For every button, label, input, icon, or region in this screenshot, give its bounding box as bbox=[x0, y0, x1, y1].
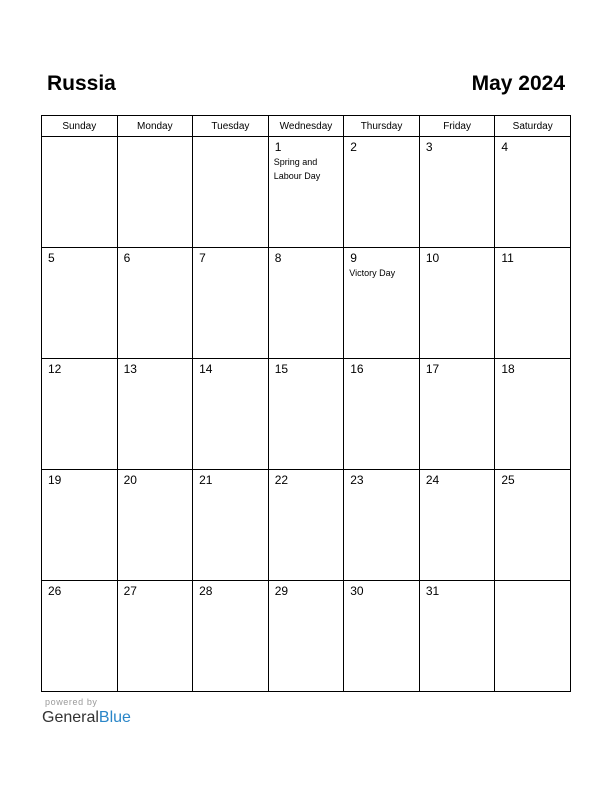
day-number: 23 bbox=[350, 473, 364, 487]
weekday-header: Wednesday bbox=[268, 116, 344, 137]
day-number: 22 bbox=[274, 473, 289, 487]
day-number: 8 bbox=[274, 251, 282, 265]
day-cell bbox=[344, 470, 420, 581]
day-number: 7 bbox=[199, 251, 206, 265]
day-cell bbox=[419, 248, 495, 359]
day-cell bbox=[419, 137, 495, 248]
day-number: 4 bbox=[501, 140, 509, 154]
brand-general-text: General bbox=[42, 709, 99, 726]
day-number: 21 bbox=[199, 473, 213, 487]
footer-branding bbox=[42, 697, 131, 728]
empty-day-cell bbox=[117, 137, 193, 248]
day-cell bbox=[495, 470, 571, 581]
weekday-header: Tuesday bbox=[193, 116, 269, 137]
day-cell bbox=[495, 248, 571, 359]
day-number: 16 bbox=[350, 362, 364, 376]
day-number: 2 bbox=[350, 140, 357, 154]
holiday-label: Victory Day bbox=[349, 268, 396, 278]
day-cell bbox=[117, 470, 193, 581]
day-number: 3 bbox=[425, 140, 433, 154]
weekday-header: Monday bbox=[117, 116, 193, 137]
day-number: 30 bbox=[350, 584, 364, 598]
day-number: 31 bbox=[425, 584, 440, 598]
day-number: 27 bbox=[123, 584, 137, 598]
day-number: 6 bbox=[123, 251, 131, 265]
day-number: 26 bbox=[48, 584, 62, 598]
day-number: 12 bbox=[48, 362, 62, 376]
day-number: 11 bbox=[501, 251, 514, 265]
day-cell bbox=[495, 137, 571, 248]
day-cell bbox=[268, 137, 344, 248]
day-cell bbox=[344, 248, 420, 359]
weekday-header: Thursday bbox=[344, 116, 420, 137]
day-cell bbox=[268, 470, 344, 581]
day-number: 13 bbox=[123, 362, 137, 376]
calendar-grid bbox=[41, 115, 571, 692]
day-number: 14 bbox=[199, 362, 213, 376]
day-cell bbox=[42, 581, 118, 692]
week-row bbox=[42, 137, 571, 248]
week-row bbox=[42, 248, 571, 359]
day-cell bbox=[419, 359, 495, 470]
day-number: 25 bbox=[501, 473, 515, 487]
day-cell bbox=[268, 248, 344, 359]
weekday-header: Sunday bbox=[42, 116, 118, 137]
day-number: 5 bbox=[48, 251, 55, 265]
generalblue-logo bbox=[42, 708, 131, 728]
day-cell bbox=[42, 359, 118, 470]
day-cell bbox=[495, 359, 571, 470]
day-cell bbox=[117, 359, 193, 470]
country-title: Russia bbox=[47, 72, 116, 95]
day-cell bbox=[117, 581, 193, 692]
day-cell bbox=[193, 359, 269, 470]
day-number: 1 bbox=[274, 140, 282, 154]
weekday-header: Saturday bbox=[495, 116, 571, 137]
day-cell bbox=[419, 470, 495, 581]
day-number: 20 bbox=[123, 473, 137, 487]
day-number: 10 bbox=[425, 251, 440, 265]
day-cell bbox=[419, 581, 495, 692]
empty-day-cell bbox=[193, 137, 269, 248]
day-cell bbox=[344, 137, 420, 248]
day-number: 15 bbox=[274, 362, 289, 376]
week-row bbox=[42, 581, 571, 692]
week-row bbox=[42, 359, 571, 470]
day-cell bbox=[344, 359, 420, 470]
empty-day-cell bbox=[42, 137, 118, 248]
day-cell bbox=[193, 470, 269, 581]
day-cell bbox=[268, 581, 344, 692]
holiday-label: Spring and Labour Day bbox=[273, 157, 321, 181]
day-number: 18 bbox=[501, 362, 515, 376]
day-number: 29 bbox=[274, 584, 289, 598]
day-cell bbox=[193, 581, 269, 692]
day-number: 24 bbox=[425, 473, 440, 487]
day-number: 17 bbox=[425, 362, 440, 376]
day-cell bbox=[268, 359, 344, 470]
day-cell bbox=[117, 248, 193, 359]
day-cell bbox=[344, 581, 420, 692]
day-cell bbox=[42, 248, 118, 359]
powered-by-text: powered by bbox=[45, 697, 98, 707]
weekday-header: Friday bbox=[419, 116, 495, 137]
day-number: 9 bbox=[350, 251, 357, 265]
brand-blue-text: Blue bbox=[98, 709, 131, 726]
weekday-header-row bbox=[42, 116, 571, 137]
month-year-title: May 2024 bbox=[471, 72, 565, 95]
day-cell bbox=[193, 248, 269, 359]
day-cell bbox=[42, 470, 118, 581]
week-row bbox=[42, 470, 571, 581]
empty-day-cell bbox=[495, 581, 571, 692]
day-number: 28 bbox=[199, 584, 213, 598]
day-number: 19 bbox=[48, 473, 62, 487]
